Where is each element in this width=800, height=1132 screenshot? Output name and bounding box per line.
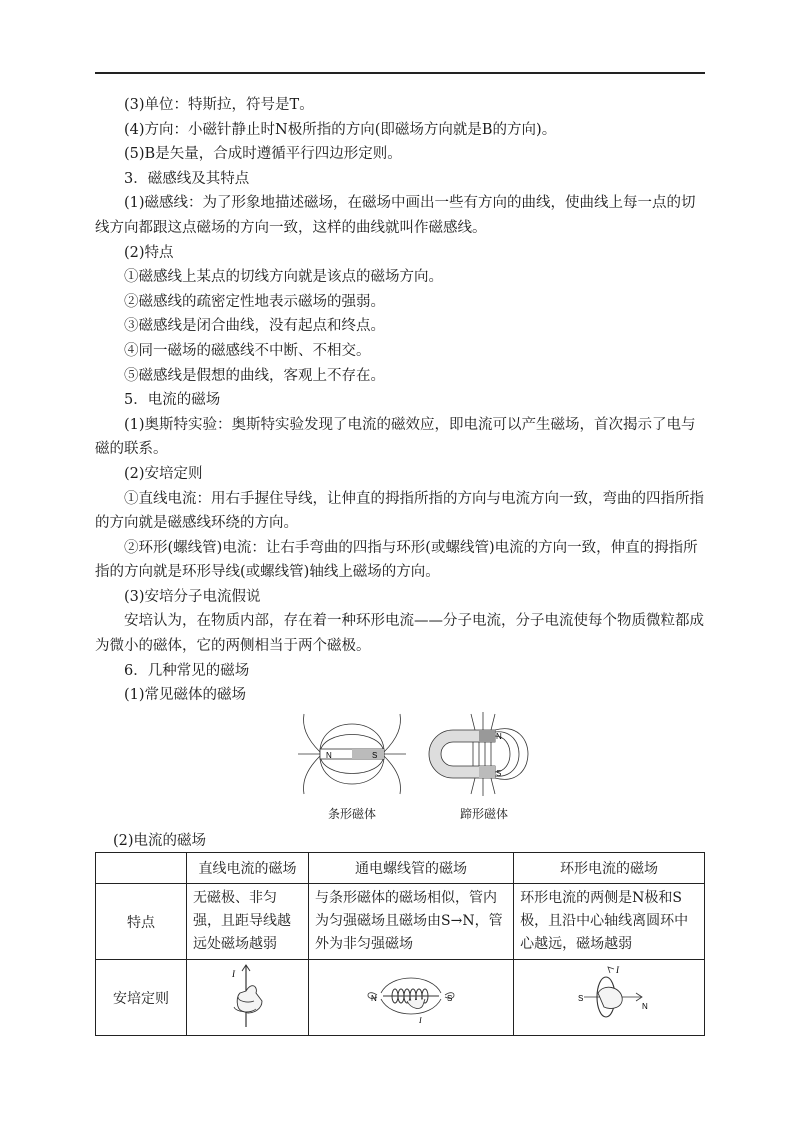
heading-current-field: 5．电流的磁场 <box>124 392 221 409</box>
loop-current-label: I <box>616 964 620 975</box>
solenoid-pole-s: S <box>447 993 453 1003</box>
para-loop-current: ②环形(螺线管)电流：让右手弯曲的四指与环形(或螺线管)电流的方向一致，伸直的拇指所指的方向就是环形导线(或螺线管)轴线上磁场的方向。 <box>95 539 698 581</box>
section-current-fields-title: (2)电流的磁场 <box>113 833 207 849</box>
right-hand-wire-icon <box>218 963 278 1029</box>
para-field-line-definition: (1)磁感线：为了形象地描述磁场，在磁场中画出一些有方向的曲线，使曲线上每一点的切线方向都跟这点磁场的方向一致，这样的曲线就叫作磁感线。 <box>95 195 696 236</box>
para-features-title: (2)特点 <box>124 244 174 261</box>
horseshoe-magnet-caption: 蹄形磁体 <box>459 807 508 821</box>
horseshoe-magnet-figure <box>423 708 545 822</box>
table-header-cell: 通电螺线管的磁场 <box>309 853 514 884</box>
row-label-ampere-rule: 安培定则 <box>96 960 187 1036</box>
feature-item: ③磁感线是闭合曲线，没有起点和终点。 <box>124 318 385 335</box>
para-hypothesis-title: (3)安培分子电流假说 <box>124 588 261 605</box>
bar-pole-s: S <box>372 751 378 760</box>
feature-loop-current: 环形电流的两侧是N极和S极，且沿中心轴线离圆环中心越远，磁场越弱 <box>514 884 705 960</box>
straight-current-rule-figure <box>187 960 309 1036</box>
para-direction: (4)方向：小磁针静止时N极所指的方向(即磁场方向就是B的方向)。 <box>124 121 557 138</box>
para-vector: (5)B是矢量，合成时遵循平行四边形定则。 <box>124 146 402 163</box>
table-row-features <box>96 884 705 960</box>
horseshoe-magnet-diagram <box>423 708 545 800</box>
solenoid-current-label: I <box>419 1015 422 1025</box>
bar-magnet-caption: 条形磁体 <box>327 807 376 821</box>
loop-current-rule-figure <box>514 960 705 1036</box>
bar-magnet-diagram <box>296 708 408 800</box>
solenoid-pole-n: N <box>371 993 377 1003</box>
solenoid-icon <box>361 963 461 1029</box>
table-header-cell: 环形电流的磁场 <box>514 853 705 884</box>
para-oersted: (1)奥斯特实验：奥斯特实验发现了电流的磁效应，即电流可以产生磁场，首次揭示了电与磁的联系。 <box>95 416 696 458</box>
para-straight-current: ①直线电流：用右手握住导线，让伸直的拇指所指的方向与电流方向一致，弯曲的四指所指的方向就是磁感线环绕的方向。 <box>95 490 704 532</box>
row-label-features: 特点 <box>96 884 187 960</box>
table-header-row <box>96 853 705 884</box>
loop-current-icon <box>564 963 654 1029</box>
table-header-cell: 直线电流的磁场 <box>187 853 309 884</box>
para-ampere-rule-title: (2)安培定则 <box>124 465 203 482</box>
para-hypothesis: 安培认为，在物质内部，存在着一种环形电流——分子电流，分子电流使每个物质微粒都成为微小的磁体，它的两侧相当于两个磁极。 <box>95 613 704 655</box>
para-unit: (3)单位：特斯拉，符号是T。 <box>124 97 314 113</box>
horseshoe-pole-n: N <box>496 732 502 741</box>
heading-field-lines: 3．磁感线及其特点 <box>124 170 250 187</box>
feature-item: ②磁感线的疏密定性地表示磁场的强弱。 <box>124 293 385 310</box>
loop-pole-s: S <box>578 993 584 1003</box>
feature-solenoid: 与条形磁体的磁场相似，管内为匀强磁场且磁场由S→N，管外为非匀强磁场 <box>309 884 514 960</box>
feature-item: ⑤磁感线是假想的曲线，客观上不存在。 <box>124 367 385 384</box>
para-common-magnets: (1)常见磁体的磁场 <box>124 687 247 704</box>
loop-pole-n: N <box>642 1001 648 1011</box>
current-field-table <box>95 852 705 1036</box>
table-header-cell <box>96 853 187 884</box>
horseshoe-pole-s: S <box>496 769 502 778</box>
feature-item: ①磁感线上某点的切线方向就是该点的磁场方向。 <box>124 269 443 286</box>
feature-item: ④同一磁场的磁感线不中断、不相交。 <box>124 342 371 359</box>
current-label: I <box>231 968 235 979</box>
solenoid-rule-figure <box>309 960 514 1036</box>
heading-common-fields: 6．几种常见的磁场 <box>124 662 250 679</box>
document-body <box>95 93 705 708</box>
table-row-ampere-rule <box>96 960 705 1036</box>
bar-pole-n: N <box>326 751 332 760</box>
bar-magnet-figure <box>296 708 408 822</box>
header-rule <box>95 72 705 74</box>
feature-straight-current: 无磁极、非匀强，且距导线越远处磁场越弱 <box>187 884 309 960</box>
